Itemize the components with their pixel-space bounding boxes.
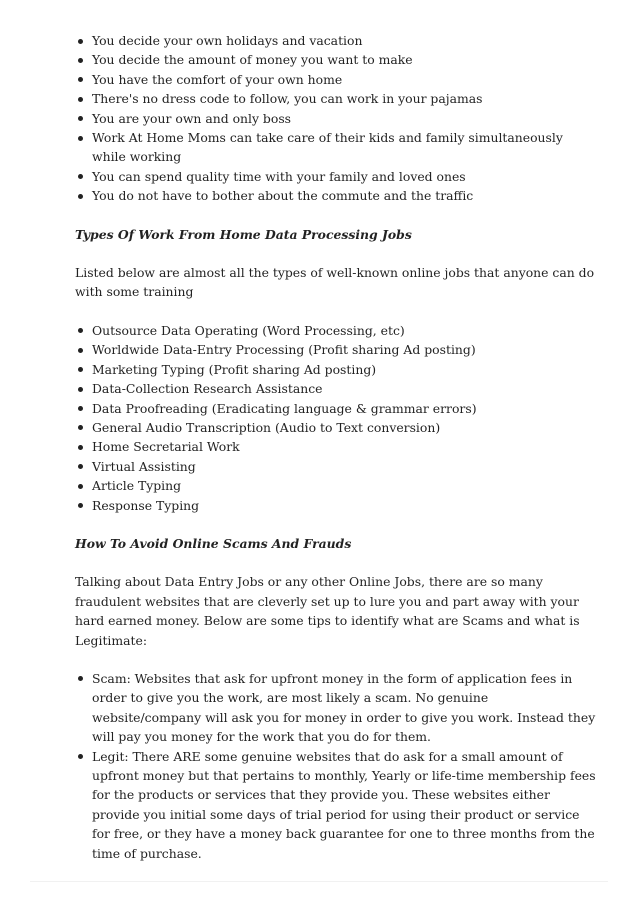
benefits-list [75, 31, 598, 206]
list-item: Response Typing [92, 496, 598, 515]
list-item: Article Typing [92, 476, 598, 495]
types-intro: Listed below are almost all the types of well-known online jobs that anyone can do with some training [75, 265, 595, 300]
scams-intro: Talking about Data Entry Jobs or any other Online Jobs, there are so many fraudulent websites that are cleverly set up to lure you and part away with your hard earned money. Below are some tips to identify what are Scams and what is Legitimate: [75, 574, 580, 648]
list-item: You are your own and only boss [92, 109, 598, 128]
list-item: General Audio Transcription (Audio to Text conversion) [92, 418, 598, 437]
page-bottom-edge [30, 881, 608, 882]
list-item: Work At Home Moms can take care of their kids and family simultaneously while working [92, 128, 598, 167]
list-item: Worldwide Data-Entry Processing (Profit sharing Ad posting) [92, 340, 598, 359]
list-item: Home Secretarial Work [92, 437, 598, 456]
list-item: You decide the amount of money you want to make [92, 50, 598, 69]
list-item: Virtual Assisting [92, 457, 598, 476]
types-heading: Types Of Work From Home Data Processing Jobs [75, 226, 412, 242]
scams-list [75, 669, 598, 863]
list-item: Data Proofreading (Eradicating language & grammar errors) [92, 399, 598, 418]
list-item: You do not have to bother about the commute and the traffic [92, 186, 598, 205]
list-item: You have the comfort of your own home [92, 70, 598, 89]
list-item: Data-Collection Research Assistance [92, 379, 598, 398]
list-item: Scam: Websites that ask for upfront money in the form of application fees in order to give you the work, are most likely a scam. No genuine website/company will ask you for money in order to give you work. Instead they will pay you money for the work that you do for them. [92, 669, 598, 747]
list-item: Legit: There ARE some genuine websites that do ask for a small amount of upfront money but that pertains to monthly, Yearly or life-time membership fees for the products or services that they provide you. These websites either provide you initial some days of trial period for using their product or service for free, or they have a money back guarantee for one to three months from the time of purchase. [92, 747, 598, 863]
types-list [75, 321, 598, 515]
list-item: Marketing Typing (Profit sharing Ad posting) [92, 360, 598, 379]
list-item: Outsource Data Operating (Word Processing, etc) [92, 321, 598, 340]
list-item: There's no dress code to follow, you can work in your pajamas [92, 89, 598, 108]
list-item: You can spend quality time with your family and loved ones [92, 167, 598, 186]
scams-heading: How To Avoid Online Scams And Frauds [75, 535, 352, 551]
list-item: You decide your own holidays and vacation [92, 31, 598, 50]
